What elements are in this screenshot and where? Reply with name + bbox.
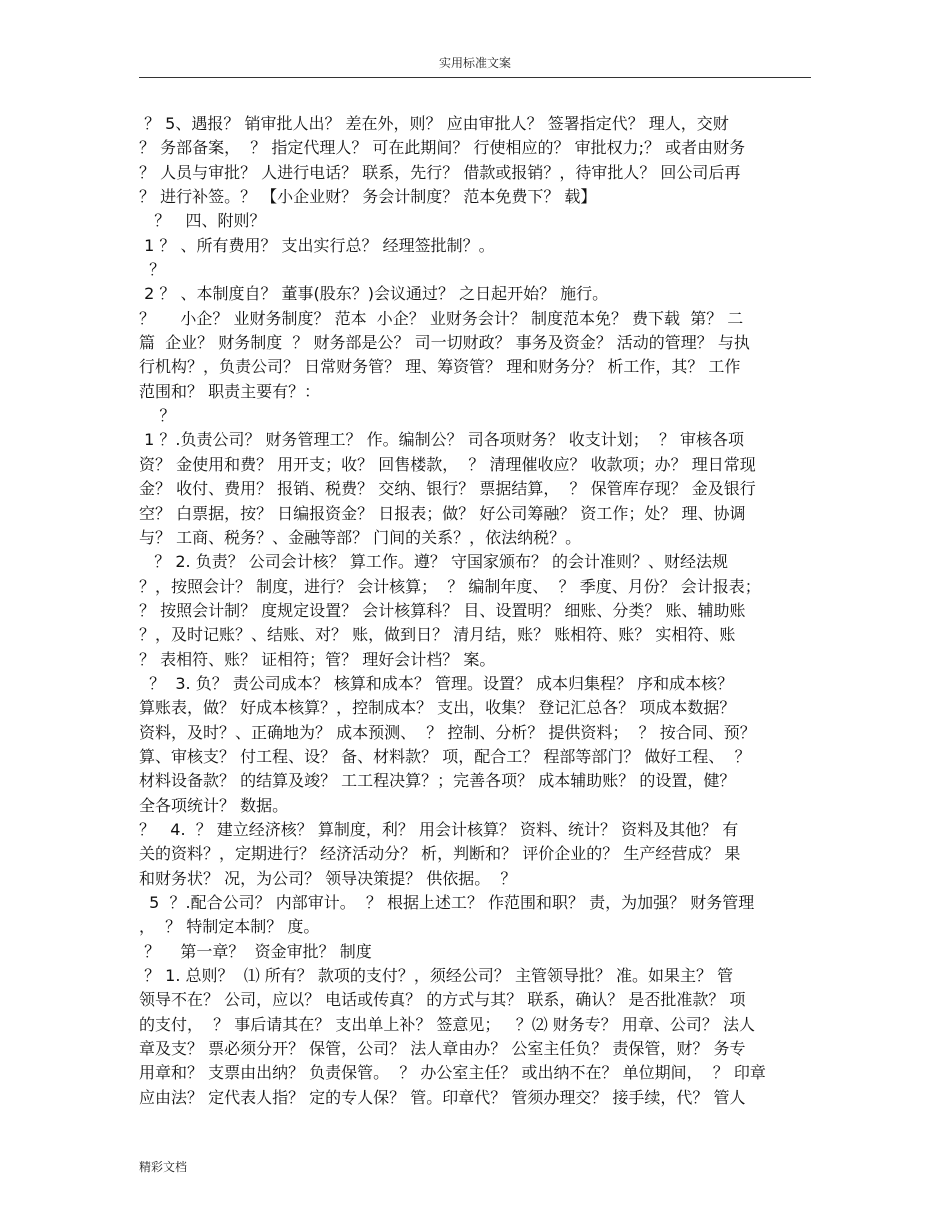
text-line: 范围和？ 职责主要有？：: [139, 381, 321, 401]
text-line: 应由法？ 定代表人指？ 定的专人保？ 管。印章代？ 管须办理交？ 接手续，代？ 管人: [139, 1087, 746, 1107]
text-line: 的支付， ？ 事后请其在？ 支出单上补？ 签意见； ？⑵ 财务专？ 用章、公司？ 法人: [139, 1014, 755, 1034]
text-line: ？ 1. 总则？ ⑴ 所有？ 款项的支付？，须经公司？ 主管领导批？ 准。如果主？ 管: [139, 966, 734, 986]
text-line: 章及支？ 票必须分开？ 保管，公司？ 法人章由办？ 公室主任负？ 责保管，财？ 务专: [139, 1039, 746, 1059]
text-line: ？ 务部备案， ？ 指定代理人？ 可在此期间？ 行使相应的？ 审批权力;？ 或者由财务: [139, 138, 746, 158]
text-line: 金？ 收付、费用？ 报销、税费？ 交纳、银行？ 票据结算， ？ 保管库存现？ 金及银行: [139, 479, 756, 499]
text-line: ？ 第一章？ 资金审批？ 制度: [139, 941, 372, 961]
header-divider: [139, 77, 811, 78]
text-line: 1 ？ 、所有费用？ 支出实行总？ 经理签批制？。: [139, 235, 495, 255]
text-line: ？: [139, 260, 166, 280]
text-line: ？ 人员与审批？ 人进行电话？ 联系，先行？ 借款或报销？，待审批人？ 回公司后再: [139, 162, 741, 182]
text-line: 行机构？，负责公司？ 日常财务管？ 理、筹资管？ 理和财务分？ 析工作，其？ 工作: [139, 357, 741, 377]
text-line: ？ 5、遇报？ 销审批人出？ 差在外，则？ 应由审批人？ 签署指定代？ 理人，交财: [139, 114, 729, 133]
text-line: ？ 表相符、账？ 证相符；管？ 理好会计档？ 案。: [139, 649, 496, 669]
text-line: 算账表，做？ 好成本核算？，控制成本？ 支出，收集？ 登记汇总各？ 项成本数据？: [139, 698, 736, 718]
text-line: ？，按照会计？ 制度，进行？ 会计核算； ？ 编制年度、 ？ 季度、月份？ 会计报表；: [139, 576, 761, 596]
page-footer: 精彩文档: [139, 1160, 188, 1174]
text-line: 5 ？.配合公司？ 内部审计。 ？ 根据上述工？ 作范围和职？ 责，为加强？ 财务管理: [139, 893, 755, 912]
text-line: 1 ？.负责公司？ 财务管理工？ 作。编制公？ 司各项财务？ 收支计划； ？ 审核各项: [139, 430, 745, 450]
text-line: 材料设备款？ 的结算及竣？ 工工程决算？；完善各项？ 成本辅助账？ 的设置，健？: [139, 771, 736, 791]
text-line: ？ 进行补签。？ 【小企业财？ 务会计制度？ 范本免费下？ 载】: [139, 187, 597, 207]
text-line: 领导不在？ 公司，应以？ 电话或传真？ 的方式与其？ 联系，确认？ 是否批准款？ 项: [139, 990, 746, 1010]
text-line: ？ 2. 负责？ 公司会计核？ 算工作。遵？ 守国家颁布？ 的会计准则？、财经法规: [139, 552, 729, 572]
text-line: 资？ 金使用和费？ 用开支；收？ 回售楼款， ？ 清理催收应？ 收款项；办？ 理日常现: [139, 454, 756, 474]
text-line: ？，及时记账？、结账、对？ 账，做到日？ 清月结，账？ 账相符、账？ 实相符、账: [139, 625, 736, 645]
text-line: ？ 四、附则？: [139, 211, 266, 231]
text-line: 资料，及时？、正确地为？ 成本预测、 ？ 控制、分析？ 提供资料； ？ 按合同、预？: [139, 722, 756, 742]
text-line: 2 ？ 、本制度自？ 董事(股东？)会议通过？ 之日起开始？ 施行。: [139, 284, 609, 304]
text-line: ？ 按照会计制？ 度规定设置？ 会计核算科？ 目、设置明？ 细账、分类？ 账、辅助账: [139, 600, 746, 620]
document-body: [139, 112, 811, 1110]
text-line: 算、审核支？ 付工程、设？ 备、材料款？ 项，配合工？ 程部等部门？ 做好工程、 ？: [139, 746, 751, 766]
text-line: 关的资料？，定期进行？ 经济活动分？ 析，判断和？ 评价企业的？ 生产经营成？ 果: [139, 844, 741, 864]
text-line: 全各项统计？ 数据。: [139, 795, 289, 815]
text-line: ？ 小企？ 业财务制度？ 范本 小企？ 业财务会计？ 制度范本免？ 费下载 第？ 二: [139, 308, 744, 328]
text-line: ？ 4. ？ 建立经济核？ 算制度，利？ 用会计核算？ 资料、统计？ 资料及其他？ 有: [139, 819, 739, 839]
text-line: ？ 3. 负？ 责公司成本？ 核算和成本？ 管理。设置？ 成本归集程？ 序和成本核？: [139, 673, 734, 693]
text-line: 与？ 工商、税务？、金融等部？ 门间的关系？，依法纳税？。: [139, 527, 582, 547]
text-line: 用章和？ 支票由出纳？ 负责保管。 ？ 办公室主任？ 或出纳不在？ 单位期间， ？ 印章: [139, 1063, 766, 1083]
text-line: ？: [139, 406, 176, 426]
text-line: 篇 企业？ 财务制度 ？ 财务部是公？ 司一切财政？ 事务及资金？ 活动的管理？ 与执: [139, 333, 750, 353]
page-header: 实用标准文案: [438, 56, 511, 70]
text-line: 和财务状？ 况，为公司？ 领导决策提？ 供依据。 ？: [139, 868, 517, 888]
text-line: 空？ 白票据，按？ 日编报资金？ 日报表；做？ 好公司筹融？ 资工作；处？ 理、协调: [139, 503, 746, 523]
text-line: ， ？ 特制定本制？ 度。: [139, 917, 320, 937]
